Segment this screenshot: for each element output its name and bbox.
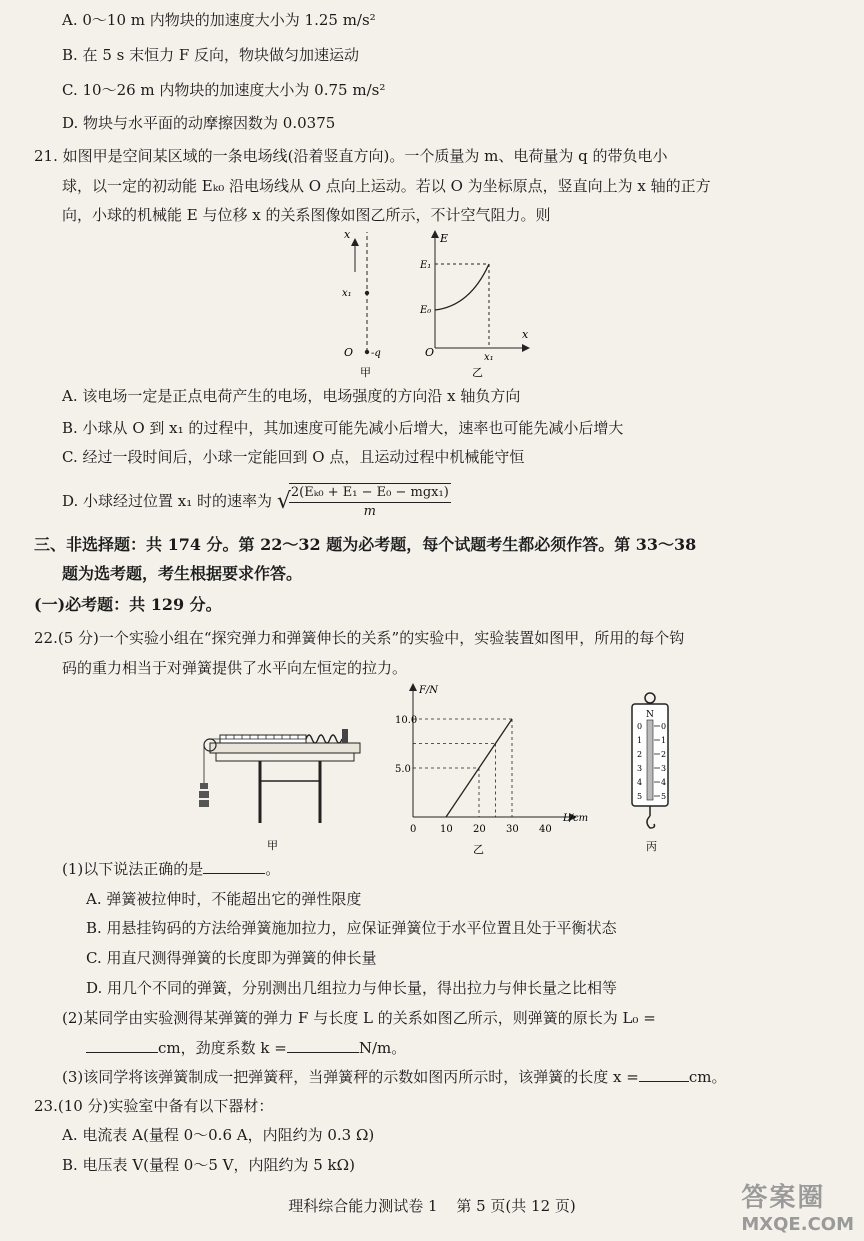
q22-jia-caption: 甲 <box>267 839 278 852</box>
q22-part-1-end: 。 <box>265 860 281 878</box>
q22-yi-caption: 乙 <box>473 843 484 856</box>
fl-y-tick-10: 10.0 <box>395 715 418 726</box>
fl-x-label: L/cm <box>563 813 589 824</box>
q22-option-b: B. 用悬挂钩码的方法给弹簧施加拉力，应保证弹簧位于水平位置且处于平衡状态 <box>86 919 617 937</box>
hook-weight-3 <box>199 800 209 807</box>
spring-mount <box>342 729 348 743</box>
q22-bing-caption: 丙 <box>646 840 657 853</box>
q21-option-d-prefix: D. 小球经过位置 x₁ 时的速率为 <box>62 492 273 510</box>
q20-option-b: B. 在 5 s 末恒力 F 反向，物块做匀加速运动 <box>62 46 360 64</box>
section-3-header-line-2: 题为选考题，考生根据要求作答。 <box>62 564 303 583</box>
scale-unit: N <box>646 710 654 720</box>
x1-point <box>365 291 369 295</box>
q22-option-d: D. 用几个不同的弹簧，分别测出几组拉力与伸长量，得出拉力与伸长量之比相等 <box>86 979 618 997</box>
scale-label-right-2: 2 <box>661 750 667 759</box>
q21-figures <box>330 222 540 382</box>
q20-option-d: D. 物块与水平面的动摩擦因数为 0.0375 <box>62 114 336 132</box>
fl-x-tick-10: 10 <box>440 824 453 835</box>
fl-x-tick-30: 30 <box>506 824 519 835</box>
scale-label-left-2: 2 <box>637 750 643 759</box>
fl-y-tick-5: 5.0 <box>395 764 411 775</box>
q22-part-1 <box>62 859 280 879</box>
q20-option-c: C. 10～26 m 内物块的加速度大小为 0.75 m/s² <box>62 81 386 99</box>
scale-label-right-3: 3 <box>661 764 667 773</box>
q21-fig-yi <box>419 232 529 379</box>
q23-option-a: A. 电流表 A(量程 0～0.6 A，内阻约为 0.3 Ω) <box>62 1126 375 1144</box>
section-required-header: (一)必考题：共 129 分。 <box>34 595 222 614</box>
charge-dot <box>365 350 369 354</box>
speed-fraction <box>289 483 451 521</box>
yi-x-label: x <box>522 328 529 341</box>
scale-label-left-4: 4 <box>637 778 643 787</box>
hook-weight-2 <box>199 791 209 798</box>
jia-charge-label: -q <box>371 348 381 359</box>
yi-e-label: E <box>440 232 449 245</box>
q22-part-1-text: (1)以下说法正确的是 <box>62 860 204 878</box>
q22-stem-line-2: 码的重力相当于对弹簧提供了水平向左恒定的拉力。 <box>62 659 408 677</box>
yi-e0-label: E₀ <box>420 305 432 316</box>
q21-fig-jia <box>342 228 381 379</box>
fl-y-label: F/N <box>419 685 439 696</box>
sqrt-icon: √ <box>276 489 291 514</box>
q23-stem: 23.(10 分)实验室中备有以下器材： <box>34 1097 274 1115</box>
q22-option-c: C. 用直尺测得弹簧的长度即为弹簧的伸长量 <box>86 949 377 967</box>
hook-weight-1 <box>200 783 208 789</box>
q22-part-3-text: (3)该同学将该弹簧制成一把弹簧秤，当弹簧秤的示数如图丙所示时，该弹簧的长度 x = <box>62 1068 639 1086</box>
scale-label-left-0: 0 <box>637 722 643 731</box>
jia-x1-label: x₁ <box>342 288 352 299</box>
q21-option-a: A. 该电场一定是正点电荷产生的电场，电场强度的方向沿 x 轴负方向 <box>62 387 521 405</box>
q22-answer-blank-1[interactable] <box>203 859 265 874</box>
jia-caption: 甲 <box>360 366 371 379</box>
fl-x-tick-40: 40 <box>539 824 552 835</box>
watermark-line-2: MXQE.COM <box>741 1214 854 1235</box>
q22-answer-blank-3[interactable] <box>639 1067 689 1082</box>
e-curve <box>435 264 489 310</box>
watermark-logo <box>741 1177 854 1235</box>
scale-slot <box>647 720 653 800</box>
q21-option-c: C. 经过一段时间后，小球一定能回到 O 点，且运动过程中机械能守恒 <box>62 448 525 466</box>
scale-label-right-1: 1 <box>661 736 667 745</box>
q22-fig-yi-chart <box>395 677 589 857</box>
scale-label-right-4: 4 <box>661 778 667 787</box>
q20-option-a: A. 0～10 m 内物块的加速度大小为 1.25 m/s² <box>62 11 376 29</box>
jia-origin: O <box>344 346 354 359</box>
q22-option-a: A. 弹簧被拉伸时，不能超出它的弹性限度 <box>86 890 362 908</box>
table-top <box>210 743 360 753</box>
footer-title: 理科综合能力测试卷 1 <box>288 1197 438 1215</box>
q22-fig-jia <box>190 715 365 855</box>
q23-option-b: B. 电压表 V(量程 0～5 V，内阻约为 5 kΩ) <box>62 1156 355 1174</box>
scale-ring-icon <box>645 693 655 703</box>
q21-stem-line-3: 向，小球的机械能 E 与位移 x 的关系图像如图乙所示，不计空气阻力。则 <box>62 206 551 224</box>
q22-stem-line-1: 22.(5 分)一个实验小组在“探究弹力和弹簧伸长的关系”的实验中，实验装置如图甲，所用的每个钩 <box>34 629 685 647</box>
spring <box>306 735 342 743</box>
scale-label-left-5: 5 <box>637 792 643 801</box>
q22-part-2-cm: cm，劲度系数 k = <box>158 1039 287 1057</box>
q22-part-2-cont <box>86 1038 406 1058</box>
fl-plot <box>395 687 573 835</box>
footer-page: 第 5 页(共 12 页) <box>456 1197 576 1215</box>
q21-option-d <box>62 478 451 525</box>
q22-fig-bing <box>610 690 695 860</box>
fl-x-tick-0: 0 <box>410 824 417 835</box>
scale-hook-icon <box>647 816 655 828</box>
q21-stem-line-2: 球，以一定的初动能 Eₖ₀ 沿电场线从 O 点向上运动。若以 O 为坐标原点，竖直向上为 x 轴的正方 <box>62 177 711 195</box>
q22-part-2-unit: N/m。 <box>358 1039 407 1057</box>
speed-denominator: m <box>363 504 376 519</box>
speed-numerator: 2(Eₖ₀ + E₁ − E₀ − mgx₁) <box>289 484 451 503</box>
yi-e1-label: E₁ <box>420 260 432 271</box>
q21-option-b: B. 小球从 O 到 x₁ 的过程中，其加速度可能先减小后增大，速率也可能先减小后增大 <box>62 419 624 437</box>
yi-caption: 乙 <box>472 366 483 379</box>
q22-part-3 <box>62 1067 726 1087</box>
q21-stem-line-1: 21. 如图甲是空间某区域的一条电场线(沿着竖直方向)。一个质量为 m、电荷量为 q 的带负电小 <box>34 147 668 165</box>
page-footer <box>0 1195 864 1216</box>
scale-label-right-0: 0 <box>661 722 667 731</box>
watermark-line-1: 答案圈 <box>741 1183 826 1213</box>
q22-part-2: (2)某同学由实验测得某弹簧的弹力 F 与长度 L 的关系如图乙所示，则弹簧的原长为 L₀ = <box>62 1009 656 1027</box>
section-3-header: 三、非选择题：共 174 分。第 22～32 题为必考题，每个试题考生都必须作答。第 33～38 <box>34 535 697 554</box>
yi-x1-label: x₁ <box>484 352 494 363</box>
fl-x-tick-20: 20 <box>473 824 486 835</box>
scale-label-left-1: 1 <box>637 736 643 745</box>
jia-x-label: x <box>344 228 351 241</box>
q22-answer-blank-k[interactable] <box>287 1038 359 1053</box>
q22-part-3-unit: cm。 <box>688 1068 727 1086</box>
yi-origin: O <box>425 346 435 359</box>
scale-label-left-3: 3 <box>637 764 643 773</box>
q22-answer-blank-length[interactable] <box>86 1038 158 1053</box>
table-rail <box>216 753 354 761</box>
scale-label-right-5: 5 <box>661 792 667 801</box>
